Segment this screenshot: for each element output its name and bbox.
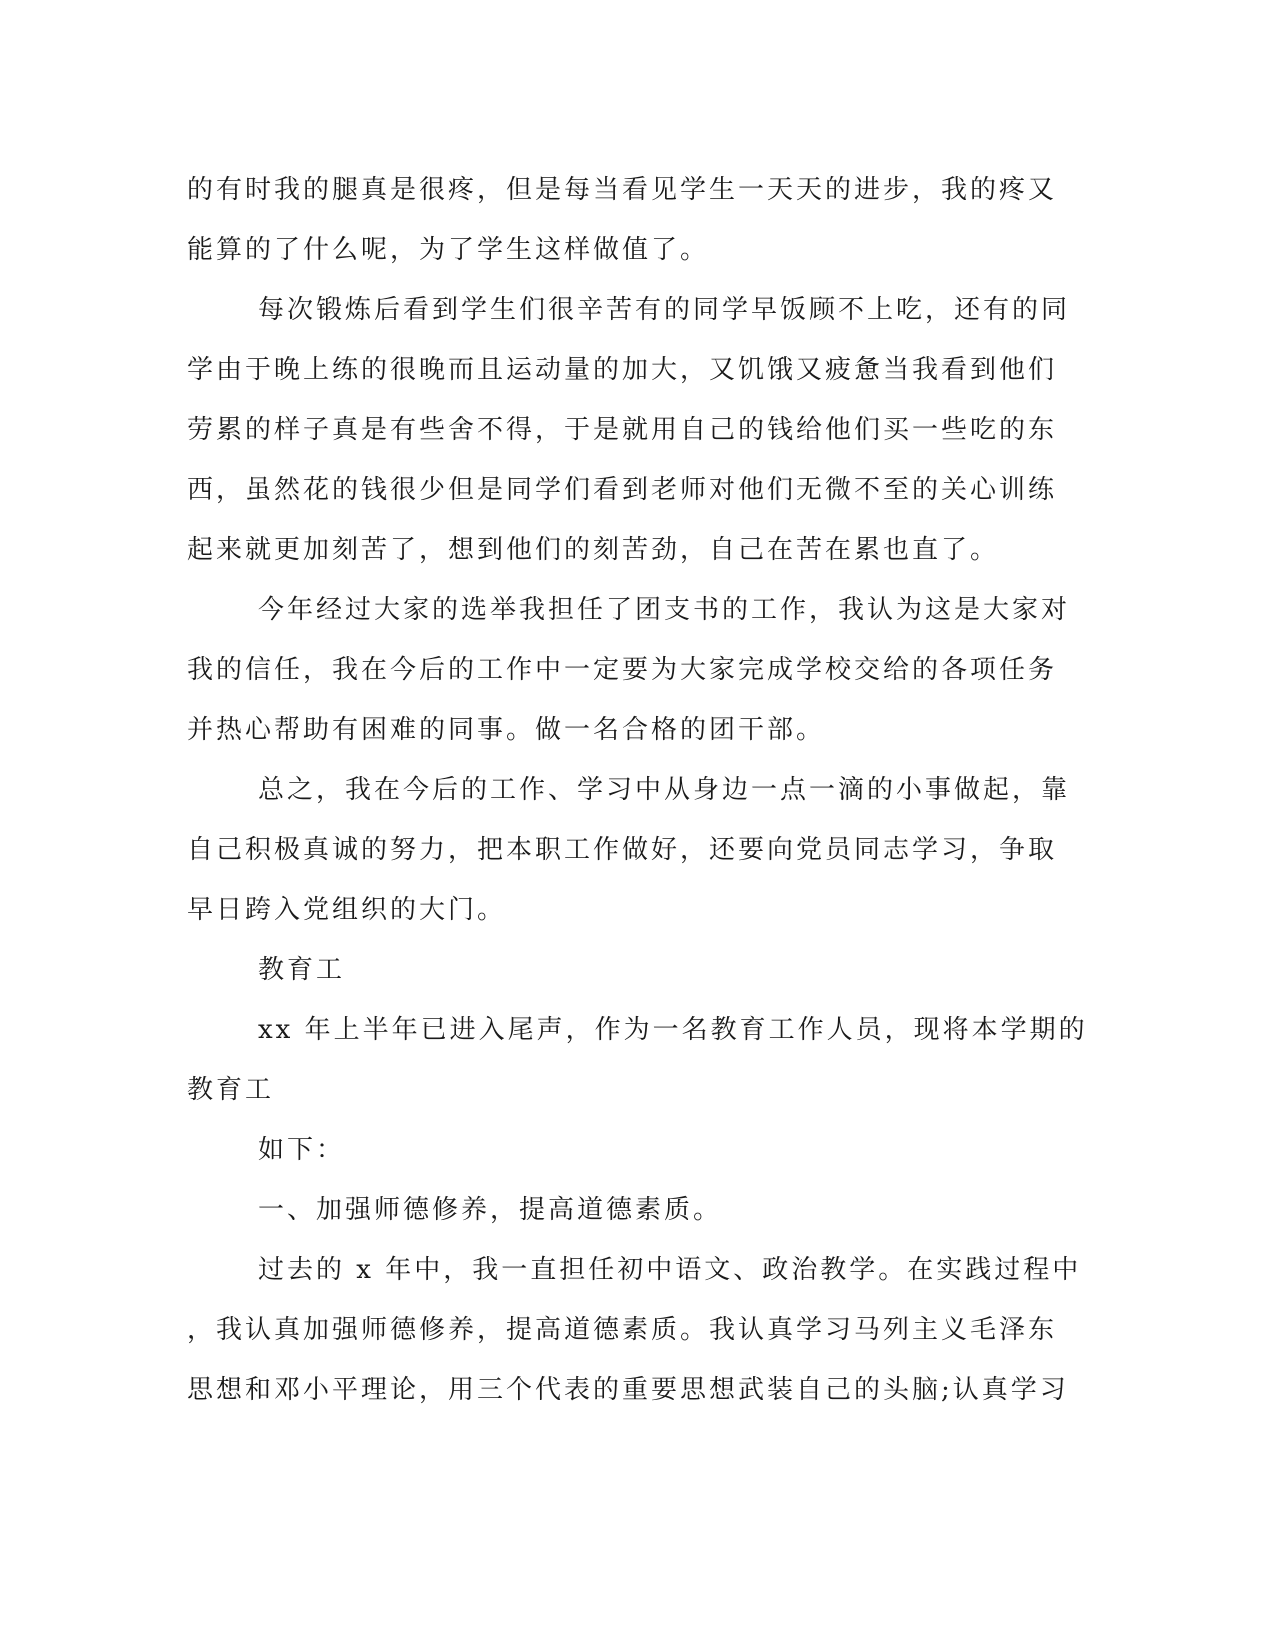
paragraph-1 bbox=[187, 160, 1057, 280]
document-body bbox=[187, 160, 1088, 1420]
paragraph-6 bbox=[187, 1000, 1088, 1060]
text-line: 起来就更加刻苦了，想到他们的刻苦劲，自己在苦在累也直了。 bbox=[187, 535, 1000, 565]
paragraph-9-cont bbox=[187, 1300, 1069, 1420]
paragraph-2-cont bbox=[187, 340, 1057, 580]
paragraph-2 bbox=[187, 280, 1071, 340]
text-line: 的有时我的腿真是很疼，但是每当看见学生一天天的进步，我的疼又 bbox=[187, 175, 1058, 205]
paragraph-4 bbox=[187, 760, 1071, 820]
paragraph-6-cont bbox=[187, 1060, 1057, 1120]
text-line: 总之，我在今后的工作、学习中从身边一点一滴的小事做起，靠 bbox=[258, 775, 1071, 805]
text-line: 教育工 bbox=[258, 955, 346, 985]
text-line: 思想和邓小平理论，用三个代表的重要思想武装自己的头脑;认真学习 bbox=[187, 1375, 1069, 1405]
text-line: 我的信任，我在今后的工作中一定要为大家完成学校交给的各项任务 bbox=[187, 655, 1058, 685]
text-line: 劳累的样子真是有些舍不得，于是就用自己的钱给他们买一些吃的东 bbox=[187, 415, 1058, 445]
text-line: 每次锻炼后看到学生们很辛苦有的同学早饭顾不上吃，还有的同 bbox=[258, 295, 1071, 325]
text-line: 学由于晚上练的很晚而且运动量的加大，又饥饿又疲惫当我看到他们 bbox=[187, 355, 1058, 385]
paragraph-3 bbox=[187, 580, 1071, 640]
text-line: 早日跨入党组织的大门。 bbox=[187, 895, 507, 925]
text-line: 今年经过大家的选举我担任了团支书的工作，我认为这是大家对 bbox=[258, 595, 1071, 625]
paragraph-3-cont bbox=[187, 640, 1057, 760]
paragraph-4-cont bbox=[187, 820, 1057, 940]
paragraph-7 bbox=[187, 1120, 1057, 1180]
section-heading bbox=[187, 940, 1057, 1000]
subheading bbox=[187, 1180, 1057, 1240]
text-line: 一、加强师德修养，提高道德素质。 bbox=[258, 1195, 723, 1225]
paragraph-9 bbox=[187, 1240, 1082, 1300]
text-line: xx 年上半年已进入尾声，作为一名教育工作人员，现将本学期的 bbox=[258, 1015, 1088, 1045]
text-line: 过去的 x 年中，我一直担任初中语文、政治教学。在实践过程中 bbox=[258, 1255, 1082, 1285]
text-line: 如下： bbox=[258, 1135, 346, 1165]
text-line: 并热心帮助有困难的同事。做一名合格的团干部。 bbox=[187, 715, 826, 745]
text-line: 教育工 bbox=[187, 1075, 275, 1105]
text-line: 西，虽然花的钱很少但是同学们看到老师对他们无微不至的关心训练 bbox=[187, 475, 1058, 505]
text-line: 自己积极真诚的努力，把本职工作做好，还要向党员同志学习，争取 bbox=[187, 835, 1058, 865]
text-line: ，我认真加强师德修养，提高道德素质。我认真学习马列主义毛泽东 bbox=[187, 1315, 1058, 1345]
text-line: 能算的了什么呢，为了学生这样做值了。 bbox=[187, 235, 710, 265]
